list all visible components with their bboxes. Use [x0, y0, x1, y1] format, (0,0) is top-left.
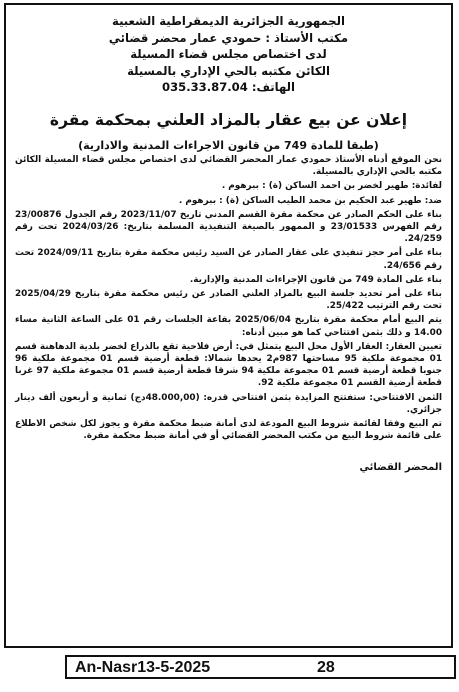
announcement-subtitle: (طبقا للمادة 749 من قانون الاجراءات المدنية والادارية) [78, 138, 379, 152]
body-paragraph: بناء على أمر تحديد جلسة البيع بالمزاد العلني الصادر عن رئيس محكمة مقرة بتاريخ 2025/04/29 تحت رقم الترتيب 25/422. [15, 289, 442, 312]
announcement-title: إعلان عن بيع عقار بالمزاد العلني بمحكمة مقرة [49, 110, 408, 129]
page-footer [0, 651, 459, 692]
body-paragraph: نحن الموقع أدناه الأستاذ حمودي عمار المحضر القضائي لدى اختصاص مجلس قضاء المسيلة الكائن مكتبه بالحي الإداري بالمسيلة. [15, 154, 442, 178]
announcement-body [15, 154, 442, 442]
body-paragraph: الثمن الافتتاحي: ستفتتح المزايدة بثمن افتتاحي قدره: (48.000,00دج) ثمانية و أربعون ألف دينار جزائري. [15, 392, 443, 415]
body-paragraph: لفائدة: طهير لخضر بن احمد الساكن (ة) : ببرهوم . [221, 181, 442, 192]
header-office: مكتب الأستاذ : حمودي عمار محضر قضائي [108, 30, 349, 45]
signature: المحضر القضائي [359, 462, 442, 474]
body-paragraph: بناء على أمر حجز تنفيذي على عقار الصادر عن السيد رئيس محكمة مقرة بتاريخ 2024/09/11 تحت رقم 24/656. [15, 248, 443, 271]
body-paragraph: ضد: طهير عبد الحكيم بن محمد الطيب الساكن (ة) : ببرهوم . [178, 195, 442, 206]
body-paragraph: يتم البيع أمام محكمة مقرة بتاريخ 2025/06/04 بقاعة الجلسات رقم 01 على الساعة الثانية مساء 14.00 و ذلك بثمن افتتاحي كما هو مبين أدناه: [15, 315, 442, 338]
office-header [15, 13, 442, 96]
header-phone: الهاتف: 035.33.87.04 [162, 80, 295, 95]
body-paragraph: بناء على الحكم الصادر عن محكمة مقرة القسم المدني تاريخ 2023/11/07 رقم الجدول 23/00876 رقم الفهرس 23/01533 و الممهور بالصيغة التنفيذية المسلمة بتاريخ: 2024/03/26 تحت رقم 24/259. [15, 209, 443, 245]
body-paragraph: تم البيع وفقا لقائمة شروط البيع المودعة لدى أمانة ضبط محكمة مقرة و يجوز لكل شخص الاطلاع على قائمة شروط البيع من مكتب المحضر القضائي أو في أمانة ضبط محكمة مقرة. [15, 419, 442, 442]
header-republic: الجمهورية الجزائرية الديمقراطية الشعبية [112, 14, 345, 28]
announcement-content [6, 5, 451, 473]
body-paragraph: تعيين العقار: العقار الأول محل البيع يتمثل في: أرض فلاحية تقع بالذراع لخضر بلدية الدهاهنة قسم 01 مجموعة ملكية 95 مساحتها 987م2 يحدها شمالا: قطعة أرضية قسم 01 مجموعة ملكية 96 جنوبا قطعة أرضية قسم 01 مجموعة ملكية 94 شرقا قطعة أرضية قسم 01 مجموعة ملكية 97 غربا قطعة أرضية القسم 01 مجموعة ملكية 92. [15, 341, 443, 389]
publication-label: An-Nasr13-5-2025 [75, 659, 211, 676]
header-address: الكائن مكتبه بالحي الإداري بالمسيلة [127, 63, 330, 78]
body-paragraph: بناء على المادة 749 من قانون الإجراءات المدنية والإدارية. [189, 274, 442, 285]
page-number: 28 [317, 659, 335, 676]
footer-box [65, 655, 456, 679]
header-jurisdiction: لدى اختصاص مجلس قضاء المسيلة [130, 47, 327, 62]
announcement-frame [4, 3, 453, 648]
